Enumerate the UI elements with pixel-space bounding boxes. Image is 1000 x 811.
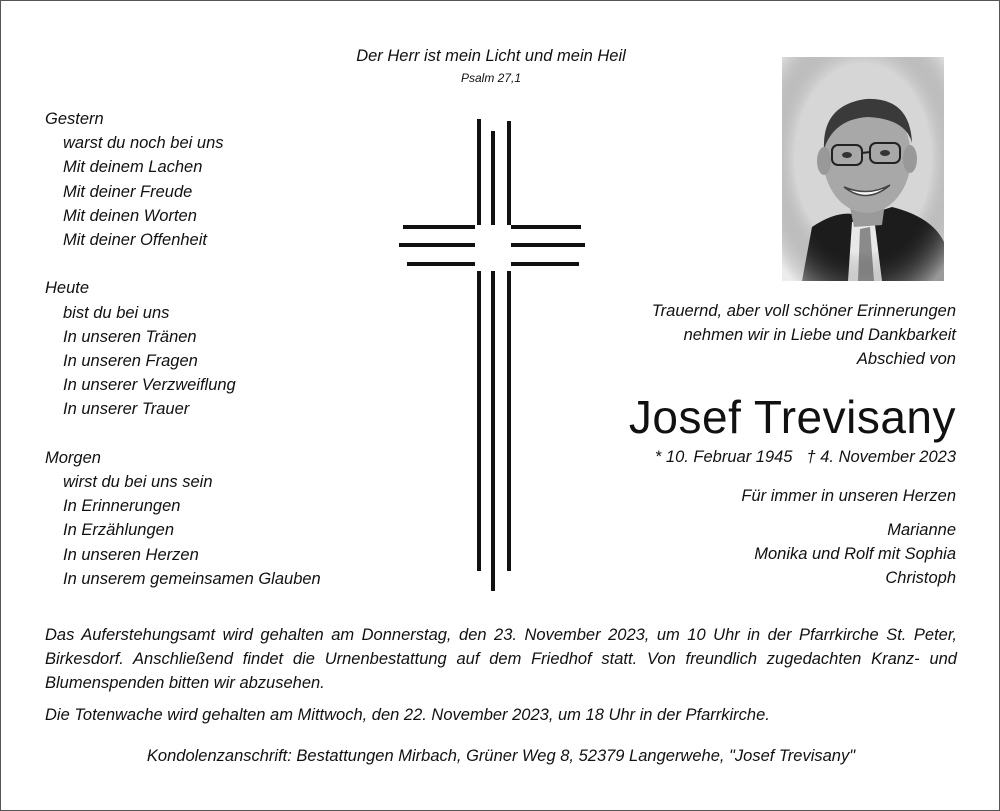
poem-line: In unserem gemeinsamen Glauben [63, 569, 321, 588]
poem-line: In Erzählungen [63, 521, 174, 540]
verse-reference: Psalm 27,1 [460, 71, 522, 85]
poem-line: warst du noch bei uns [63, 134, 224, 153]
poem-line: In unseren Herzen [63, 545, 199, 564]
mourner-name: Christoph [885, 569, 956, 588]
poem-line: In unserer Trauer [63, 400, 190, 419]
poem-heading: Heute [45, 279, 90, 298]
intro-line: nehmen wir in Liebe und Dankbarkeit [683, 326, 956, 345]
memorial-phrase: Für immer in unseren Herzen [741, 487, 956, 505]
mourner-name: Marianne [887, 521, 956, 539]
poem-line: Mit deinem Lachen [63, 158, 203, 177]
poem-line: bist du bei uns [63, 303, 170, 322]
life-dates [655, 448, 956, 467]
intro-line: Trauernd, aber voll schöner Erinnerungen [651, 302, 956, 320]
poem-line: wirst du bei uns sein [63, 473, 213, 492]
ceremony-notice: Das Auferstehungsamt wird gehalten am Donnerstag, den 23. November 2023, um 10 Uhr in der Pfarrkirche St. Peter, Birkesdorf. Anschließend findet die Urnenbestattung auf dem Friedhof statt. Von freundlich zugedachten Kranz- und Blumenspenden bitten wir abzusehen. [45, 626, 957, 693]
wake-notice: Die Totenwache wird gehalten am Mittwoch, den 22. November 2023, um 18 Uhr in der Pfarrkirche. [45, 706, 770, 724]
bible-verse: Der Herr ist mein Licht und mein Heil [356, 47, 626, 65]
condolence-address: Kondolenzanschrift: Bestattungen Mirbach, Grüner Weg 8, 52379 Langerwehe, "Josef Trevisany" [146, 747, 856, 765]
farewell-intro [652, 299, 956, 372]
cross-icon [399, 119, 587, 591]
poem-heading: Gestern [45, 110, 104, 128]
poem [45, 107, 321, 591]
portrait-illustration [782, 57, 944, 281]
mourner-name: Monika und Rolf mit Sophia [754, 545, 956, 564]
death-date: † 4. November 2023 [806, 448, 956, 466]
poem-line: Mit deiner Freude [63, 182, 193, 201]
birth-date: * 10. Februar 1945 [654, 448, 793, 466]
intro-line: Abschied von [856, 350, 956, 369]
mourners-list [754, 518, 956, 591]
poem-line: Mit deinen Worten [63, 206, 197, 225]
poem-line: Mit deiner Offenheit [63, 231, 207, 250]
poem-line: In unseren Tränen [63, 327, 197, 346]
poem-line: In Erinnerungen [63, 497, 181, 516]
poem-line: In unserer Verzweiflung [63, 376, 236, 395]
poem-line: In unseren Fragen [63, 352, 198, 371]
portrait-photo [782, 57, 944, 281]
deceased-name: Josef Trevisany [628, 391, 956, 443]
poem-heading: Morgen [45, 448, 101, 467]
